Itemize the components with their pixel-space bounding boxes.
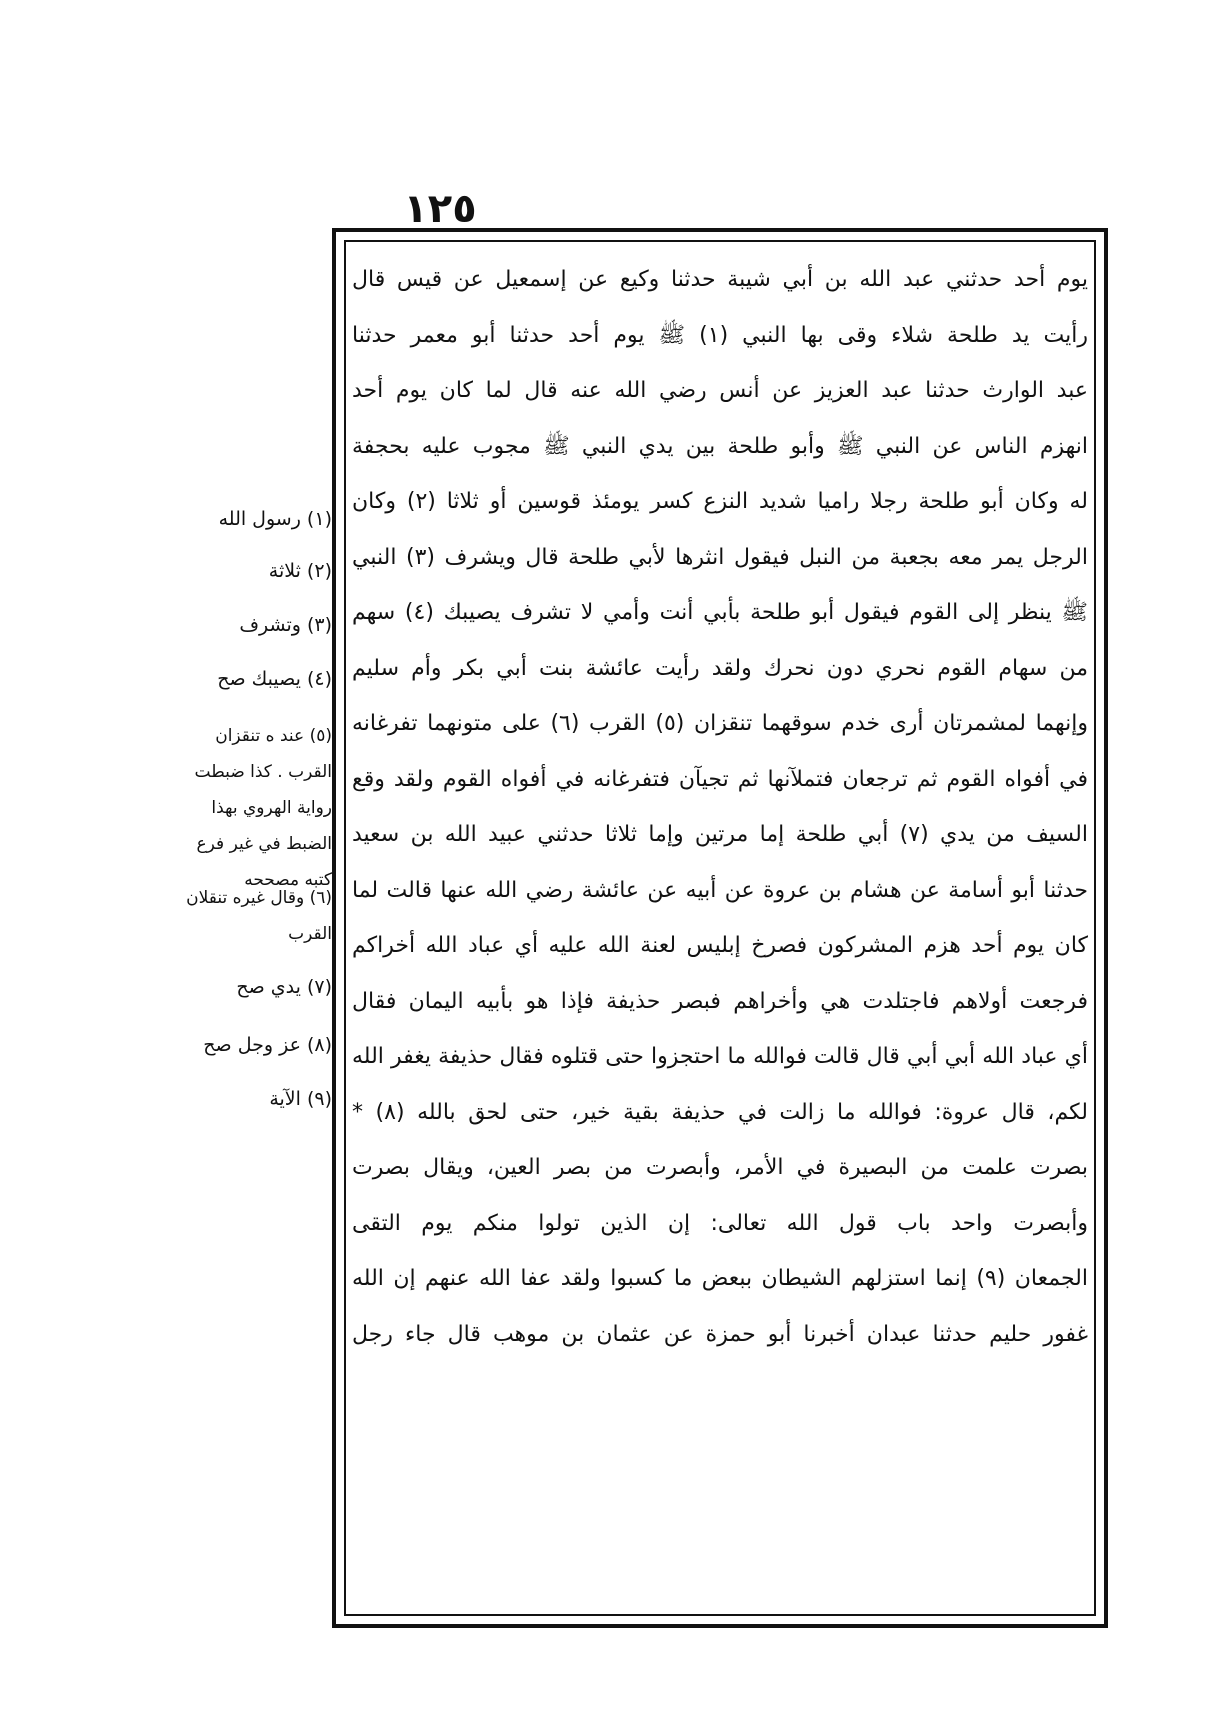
text-line: أي عباد الله أبي أبي قال قالت فوالله ما احتجزوا حتى قتلوه فقال حذيفة يغفر الله — [352, 1044, 1088, 1069]
text-line: الرجل يمر معه بجعبة من النبل فيقول انثرها لأبي طلحة قال ويشرف (٣) النبي — [352, 544, 1088, 570]
text-line: وأبصرت واحد باب قول الله تعالى: إن الذين تولوا منكم يوم التقى — [352, 1210, 1088, 1236]
margin-note: (٧) يدي صح — [236, 976, 332, 998]
margin-note: (٣) وتشرف — [239, 614, 332, 636]
text-line: حدثنا أبو أسامة عن هشام بن عروة عن أبيه عن عائشة رضي الله عنها قالت لما — [352, 877, 1088, 903]
text-line: وإنهما لمشمرتان أرى خدم سوقهما تنقزان (٥) القرب (٦) على متونهما تفرغانه — [352, 711, 1088, 736]
text-line: غفور حليم حدثنا عبدان أخبرنا أبو حمزة عن عثمان بن موهب قال جاء رجل — [352, 1321, 1088, 1347]
text-line: عبد الوارث حدثنا عبد العزيز عن أنس رضي الله عنه قال لما كان يوم أحد — [352, 378, 1088, 403]
text-line: انهزم الناس عن النبي ﷺ وأبو طلحة بين يدي النبي ﷺ مجوب عليه بحجفة — [352, 433, 1088, 459]
margin-note: (١) رسول الله — [218, 508, 332, 530]
text-line: لكم، قال عروة: فوالله ما زالت في حذيفة بقية خير، حتى لحق بالله (٨) * — [352, 1099, 1088, 1125]
text-line: من سهام القوم نحري دون نحرك ولقد رأيت عائشة بنت أبي بكر وأم سليم — [352, 655, 1088, 681]
text-line: له وكان أبو طلحة رجلا راميا شديد النزع كسر يومئذ قوسين أو ثلاثا (٢) وكان — [352, 489, 1088, 514]
text-line: الجمعان (٩) إنما استزلهم الشيطان ببعض ما كسبوا ولقد عفا الله عنهم إن الله — [352, 1266, 1088, 1291]
margin-note: (٥) عند ه تنقزان القرب . كذا ضبطت رواية الهروي بهذا الضبط في غير فرع كتبه مصححه — [194, 726, 332, 890]
main-text-block — [352, 252, 1088, 1362]
text-line: في أفواه القوم ثم ترجعان فتملآنها ثم تجيآن فتفرغانه في أفواه القوم ولقد وقع — [352, 766, 1088, 792]
margin-note: (٨) عز وجل صح — [203, 1034, 332, 1056]
text-line: كان يوم أحد هزم المشركون فصرخ إبليس لعنة الله عليه أي عباد الله أخراكم — [352, 933, 1088, 958]
text-line: السيف من يدي (٧) أبي طلحة إما مرتين وإما ثلاثا حدثني عبيد الله بن سعيد — [352, 822, 1088, 847]
margin-note: (٩) الآية — [269, 1088, 332, 1110]
text-line: فرجعت أولاهم فاجتلدت هي وأخراهم فبصر حذيفة فإذا هو بأبيه اليمان فقال — [352, 988, 1088, 1014]
text-line: يوم أحد حدثني عبد الله بن أبي شيبة حدثنا وكيع عن إسمعيل عن قيس قال — [352, 267, 1088, 292]
margin-note: (٤) يصيبك صح — [217, 668, 332, 690]
margin-note: (٢) ثلاثة — [268, 560, 332, 582]
text-line: بصرت علمت من البصيرة في الأمر، وأبصرت من بصر العين، ويقال بصرت — [352, 1155, 1088, 1180]
text-line: رأيت يد طلحة شلاء وقى بها النبي (١) ﷺ يوم أحد حدثنا أبو معمر حدثنا — [352, 322, 1088, 348]
text-line: ﷺ ينظر إلى القوم فيقول أبو طلحة بأبي أنت وأمي لا تشرف يصيبك (٤) سهم — [352, 600, 1088, 625]
margin-note: (٦) وقال غيره تنقلان القرب — [186, 888, 332, 944]
page-number: ١٢٥ — [403, 186, 477, 232]
